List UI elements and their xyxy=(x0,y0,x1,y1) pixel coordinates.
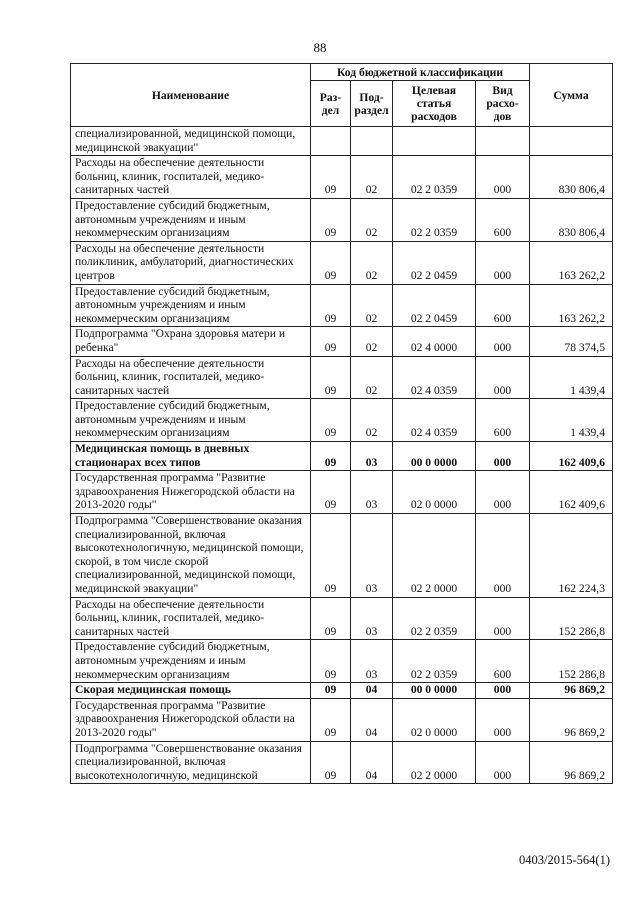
cell-expense-type: 000 xyxy=(476,597,530,640)
table-row xyxy=(71,471,613,514)
cell-section: 09 xyxy=(311,442,351,471)
cell-amount xyxy=(530,127,613,156)
cell-name: Медицинская помощь в дневных стационарах всех типов xyxy=(71,442,311,471)
cell-name: Подпрограмма "Совершенствование оказания специализированной, включая высокотехнологичную, медицинской помощи, скорой, в том числе скорой специализированной, медицинской помощи, медицинской эвакуации" xyxy=(71,514,311,598)
cell-amount: 830 806,4 xyxy=(530,156,613,199)
cell-subsection: 02 xyxy=(351,327,393,356)
cell-section xyxy=(311,127,351,156)
cell-subsection: 04 xyxy=(351,683,393,699)
cell-section: 09 xyxy=(311,241,351,284)
cell-target-article: 00 0 0000 xyxy=(393,683,476,699)
table-row xyxy=(71,156,613,199)
cell-target-article: 02 2 0000 xyxy=(393,741,476,784)
cell-section: 09 xyxy=(311,640,351,683)
cell-subsection: 03 xyxy=(351,471,393,514)
cell-expense-type: 000 xyxy=(476,327,530,356)
cell-name: Скорая медицинская помощь xyxy=(71,683,311,699)
cell-expense-type: 000 xyxy=(476,683,530,699)
cell-amount: 163 262,2 xyxy=(530,241,613,284)
header-amount: Сумма xyxy=(530,64,613,127)
table-row xyxy=(71,597,613,640)
cell-amount: 1 439,4 xyxy=(530,356,613,399)
header-expense-type: Вид расхо-дов xyxy=(476,81,530,127)
cell-amount: 1 439,4 xyxy=(530,399,613,442)
cell-subsection: 03 xyxy=(351,597,393,640)
cell-name: Расходы на обеспечение деятельности больниц, клиник, госпиталей, медико-санитарных частей xyxy=(71,597,311,640)
cell-name: Расходы на обеспечение деятельности поликлиник, амбулаторий, диагностических центров xyxy=(71,241,311,284)
cell-subsection: 02 xyxy=(351,284,393,327)
cell-target-article: 02 2 0359 xyxy=(393,156,476,199)
cell-section: 09 xyxy=(311,156,351,199)
cell-expense-type xyxy=(476,127,530,156)
table-row xyxy=(71,514,613,598)
cell-amount: 163 262,2 xyxy=(530,284,613,327)
cell-target-article: 02 4 0000 xyxy=(393,327,476,356)
cell-subsection: 04 xyxy=(351,698,393,741)
cell-subsection: 02 xyxy=(351,198,393,241)
cell-amount: 96 869,2 xyxy=(530,698,613,741)
table-body xyxy=(71,127,613,784)
table-row xyxy=(71,399,613,442)
cell-target-article: 02 2 0359 xyxy=(393,198,476,241)
cell-name: специализированной, медицинской помощи, медицинской эвакуации" xyxy=(71,127,311,156)
cell-expense-type: 600 xyxy=(476,399,530,442)
cell-subsection: 03 xyxy=(351,442,393,471)
header-classification-group: Код бюджетной классификации xyxy=(311,64,530,81)
cell-subsection: 03 xyxy=(351,640,393,683)
budget-classification-table xyxy=(70,63,613,784)
cell-name: Расходы на обеспечение деятельности больниц, клиник, госпиталей, медико-санитарных частей xyxy=(71,156,311,199)
table-row xyxy=(71,640,613,683)
table-row xyxy=(71,284,613,327)
cell-name: Предоставление субсидий бюджетным, автономным учреждениям и иным некоммерческим организациям xyxy=(71,640,311,683)
table-row xyxy=(71,356,613,399)
cell-amount: 162 409,6 xyxy=(530,442,613,471)
cell-section: 09 xyxy=(311,741,351,784)
cell-name: Предоставление субсидий бюджетным, автономным учреждениям и иным некоммерческим организациям xyxy=(71,284,311,327)
cell-target-article: 00 0 0000 xyxy=(393,442,476,471)
cell-amount: 78 374,5 xyxy=(530,327,613,356)
table-row xyxy=(71,327,613,356)
cell-name: Государственная программа "Развитие здравоохранения Нижегородской области на 2013-2020 годы" xyxy=(71,471,311,514)
cell-section: 09 xyxy=(311,399,351,442)
cell-target-article: 02 2 0359 xyxy=(393,640,476,683)
cell-subsection: 03 xyxy=(351,514,393,598)
cell-section: 09 xyxy=(311,284,351,327)
cell-target-article: 02 2 0000 xyxy=(393,514,476,598)
cell-name: Подпрограмма "Совершенствование оказания специализированной, включая высокотехнологичную, медицинской xyxy=(71,741,311,784)
table-row xyxy=(71,442,613,471)
cell-name: Государственная программа "Развитие здравоохранения Нижегородской области на 2013-2020 годы" xyxy=(71,698,311,741)
header-section: Раз-дел xyxy=(311,81,351,127)
cell-section: 09 xyxy=(311,471,351,514)
cell-amount: 162 224,3 xyxy=(530,514,613,598)
cell-target-article: 02 2 0459 xyxy=(393,284,476,327)
cell-name: Расходы на обеспечение деятельности больниц, клиник, госпиталей, медико-санитарных частей xyxy=(71,356,311,399)
cell-subsection: 02 xyxy=(351,399,393,442)
cell-amount: 830 806,4 xyxy=(530,198,613,241)
cell-expense-type: 600 xyxy=(476,198,530,241)
cell-amount: 162 409,6 xyxy=(530,471,613,514)
cell-section: 09 xyxy=(311,597,351,640)
cell-section: 09 xyxy=(311,356,351,399)
table-row xyxy=(71,241,613,284)
cell-target-article xyxy=(393,127,476,156)
cell-name: Подпрограмма "Охрана здоровья матери и ребенка" xyxy=(71,327,311,356)
cell-section: 09 xyxy=(311,698,351,741)
cell-expense-type: 600 xyxy=(476,640,530,683)
cell-subsection: 02 xyxy=(351,156,393,199)
cell-subsection: 02 xyxy=(351,241,393,284)
header-subsection: Под-раздел xyxy=(351,81,393,127)
cell-section: 09 xyxy=(311,683,351,699)
cell-target-article: 02 4 0359 xyxy=(393,399,476,442)
page-number: 88 xyxy=(313,40,327,55)
cell-section: 09 xyxy=(311,327,351,356)
cell-target-article: 02 0 0000 xyxy=(393,471,476,514)
cell-amount: 152 286,8 xyxy=(530,597,613,640)
cell-expense-type: 000 xyxy=(476,356,530,399)
cell-expense-type: 000 xyxy=(476,156,530,199)
cell-amount: 152 286,8 xyxy=(530,640,613,683)
cell-expense-type: 000 xyxy=(476,442,530,471)
table-header xyxy=(71,64,613,127)
cell-target-article: 02 2 0359 xyxy=(393,597,476,640)
cell-target-article: 02 2 0459 xyxy=(393,241,476,284)
cell-subsection: 04 xyxy=(351,741,393,784)
cell-expense-type: 600 xyxy=(476,284,530,327)
cell-target-article: 02 0 0000 xyxy=(393,698,476,741)
header-target-article: Целевая статья расходов xyxy=(393,81,476,127)
cell-amount: 96 869,2 xyxy=(530,683,613,699)
table-row xyxy=(71,683,613,699)
table-row xyxy=(71,127,613,156)
cell-subsection xyxy=(351,127,393,156)
table-row xyxy=(71,198,613,241)
cell-expense-type: 000 xyxy=(476,471,530,514)
table-row xyxy=(71,698,613,741)
cell-expense-type: 000 xyxy=(476,698,530,741)
cell-amount: 96 869,2 xyxy=(530,741,613,784)
cell-expense-type: 000 xyxy=(476,241,530,284)
cell-name: Предоставление субсидий бюджетным, автономным учреждениям и иным некоммерческим организациям xyxy=(71,399,311,442)
cell-name: Предоставление субсидий бюджетным, автономным учреждениям и иным некоммерческим организациям xyxy=(71,198,311,241)
cell-section: 09 xyxy=(311,198,351,241)
cell-target-article: 02 4 0359 xyxy=(393,356,476,399)
table-row xyxy=(71,741,613,784)
cell-expense-type: 000 xyxy=(476,514,530,598)
header-name: Наименование xyxy=(71,64,311,127)
cell-section: 09 xyxy=(311,514,351,598)
cell-subsection: 02 xyxy=(351,356,393,399)
cell-expense-type: 000 xyxy=(476,741,530,784)
document-code: 0403/2015-564(1) xyxy=(519,853,610,867)
